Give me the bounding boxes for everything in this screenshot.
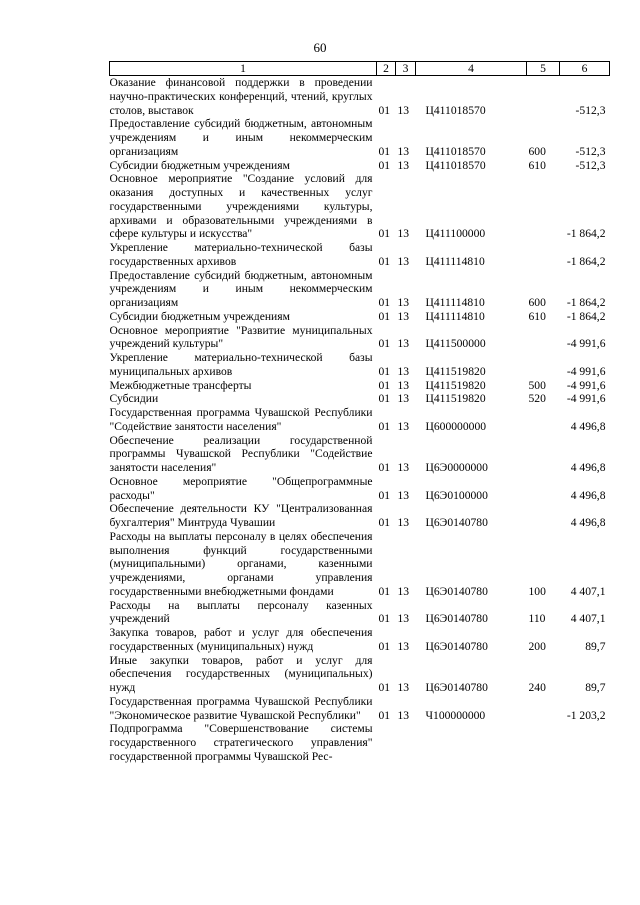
budget-table: [109, 61, 610, 764]
row-section: 01: [378, 227, 391, 241]
row-section: 01: [378, 337, 391, 351]
row-subsection: 13: [397, 584, 410, 598]
header-col-3: 3: [396, 62, 416, 76]
row-subsection: 13: [397, 419, 410, 433]
row-section: 01: [378, 364, 391, 378]
row-section: 01: [378, 144, 391, 158]
header-col-4: 4: [416, 62, 527, 76]
row-section: 01: [378, 516, 391, 529]
row-target-article: Ц411519820: [425, 364, 486, 378]
row-amount: 4 496,8: [570, 516, 606, 529]
row-name: Расходы на выплаты персоналу в целях обеспечения выполнения функций государственными (муниципальными) органами, казенными учреждениями, органами управления государственными внебюджетными фондами: [109, 529, 373, 598]
row-subsection: 13: [397, 254, 410, 268]
row-expense-type: 100: [528, 584, 546, 598]
row-expense-type: [527, 172, 560, 241]
row-expense-type: 610: [528, 309, 546, 323]
row-amount: -512,3: [575, 158, 606, 172]
row-amount: -1 864,2: [566, 254, 606, 268]
row-section: 01: [378, 488, 391, 502]
row-subsection: 13: [397, 227, 410, 241]
header-col-5: 5: [527, 62, 560, 76]
table-row: [110, 324, 610, 352]
table-row: [110, 722, 610, 763]
row-amount: -4 991,6: [566, 337, 606, 351]
row-amount: -1 864,2: [566, 296, 606, 309]
table-row: [110, 654, 610, 695]
row-section: 01: [378, 708, 391, 722]
row-section: 01: [378, 584, 391, 598]
row-section: 01: [378, 158, 391, 172]
row-expense-type: [527, 241, 560, 269]
row-expense-type: 600: [528, 296, 546, 309]
row-amount: -4 991,6: [566, 392, 606, 406]
table-row: [110, 76, 610, 118]
row-amount: -4 991,6: [566, 364, 606, 378]
row-target-article: Ц411018570: [425, 144, 486, 158]
row-amount: 4 407,1: [570, 584, 606, 598]
row-amount: [560, 722, 610, 763]
row-subsection: 13: [397, 681, 410, 694]
header-col-2: 2: [377, 62, 396, 76]
row-subsection: 13: [397, 144, 410, 158]
row-subsection: 13: [397, 364, 410, 378]
row-target-article: Ц411114810: [425, 296, 485, 309]
row-subsection: [396, 722, 416, 763]
row-amount: -1 203,2: [566, 708, 606, 722]
row-expense-type: [527, 722, 560, 763]
table-body: [110, 76, 610, 764]
header-col-1: 1: [110, 62, 377, 76]
header-row: [110, 62, 610, 76]
row-section: 01: [378, 378, 391, 392]
row-name: Иные закупки товаров, работ и услуг для обеспечения государственных (муниципальных) нужд: [109, 653, 373, 694]
table-row: [110, 434, 610, 475]
row-target-article: [416, 722, 527, 763]
row-section: 01: [378, 419, 391, 433]
row-name: Основное мероприятие "Создание условий для оказания доступных и качественных услуг государственными учреждениями культуры, архивами и образовательными учреждениями в сфере культуры и искусства": [109, 172, 373, 241]
table-row: [110, 379, 610, 393]
row-subsection: 13: [397, 392, 410, 406]
row-subsection: 13: [397, 337, 410, 351]
row-section: [377, 722, 396, 763]
table-row: [110, 530, 610, 599]
row-section: 01: [378, 612, 391, 626]
row-subsection: 13: [397, 461, 410, 474]
row-target-article: Ц6Э0140780: [425, 639, 488, 653]
row-section: 01: [378, 296, 391, 309]
row-target-article: Ц411018570: [425, 158, 486, 172]
row-name: Подпрограмма "Совершенствование системы государственного стратегического управления" государственной программы Чувашской Рес-: [109, 722, 373, 763]
row-amount: 4 496,8: [570, 488, 606, 502]
row-amount: 4 496,8: [570, 461, 606, 474]
row-subsection: 13: [397, 158, 410, 172]
row-section: 01: [378, 639, 391, 653]
row-subsection: 13: [397, 296, 410, 309]
row-amount: 4 407,1: [570, 612, 606, 626]
row-expense-type: 600: [528, 144, 546, 158]
header-col-6: 6: [560, 62, 610, 76]
row-expense-type: 500: [528, 378, 546, 392]
row-target-article: Ч100000000: [425, 708, 486, 722]
row-subsection: 13: [397, 309, 410, 323]
row-amount: 89,7: [585, 639, 606, 653]
row-target-article: Ц411100000: [425, 227, 486, 241]
row-target-article: Ц411114810: [425, 254, 485, 268]
row-name: Расходы на выплаты персоналу казенных учреждений: [109, 598, 373, 626]
row-expense-type: [527, 76, 560, 118]
row-expense-type: [527, 434, 560, 475]
row-name: Обеспечение деятельности КУ "Централизованная бухгалтерия" Минтруда Чувашии: [109, 502, 373, 529]
row-subsection: 13: [397, 378, 410, 392]
row-expense-type: [527, 324, 560, 352]
row-amount: -1 864,2: [566, 227, 606, 241]
table-row: [110, 241, 610, 269]
row-subsection: 13: [397, 639, 410, 653]
row-name: Субсидии бюджетным учреждениям: [109, 158, 290, 172]
row-name: Государственная программа Чувашской Республики "Экономическое развитие Чувашской Республики": [109, 694, 373, 722]
table-header: [110, 62, 610, 76]
row-expense-type: [527, 351, 560, 379]
table-row: [110, 172, 610, 241]
row-target-article: Ц6Э0100000: [425, 488, 488, 502]
row-section: 01: [378, 461, 391, 474]
table-row: [110, 392, 610, 406]
row-target-article: Ц411500000: [425, 337, 486, 351]
row-expense-type: 520: [528, 392, 546, 406]
row-target-article: Ц6Э0000000: [425, 461, 488, 474]
table-row: [110, 310, 610, 324]
row-subsection: 13: [397, 516, 410, 529]
row-target-article: Ц411018570: [425, 103, 486, 117]
row-expense-type: 110: [528, 612, 546, 626]
table-row: [110, 117, 610, 158]
row-expense-type: 240: [528, 681, 546, 694]
row-section: 01: [378, 309, 391, 323]
row-name: Предоставление субсидий бюджетным, автономным учреждениям и иным некоммерческим организациям: [109, 117, 373, 158]
row-section: 01: [378, 681, 391, 694]
row-amount: -4 991,6: [566, 378, 606, 392]
row-target-article: Ц6Э0140780: [425, 612, 488, 626]
row-expense-type: [527, 502, 560, 530]
row-name: Основное мероприятие "Общепрограммные расходы": [109, 474, 373, 502]
row-target-article: Ц411519820: [425, 378, 486, 392]
row-expense-type: [527, 475, 560, 503]
row-expense-type: 200: [528, 639, 546, 653]
row-subsection: 13: [397, 488, 410, 502]
row-name: Государственная программа Чувашской Республики "Содействие занятости населения": [109, 406, 373, 433]
row-subsection: 13: [397, 708, 410, 722]
row-name: Предоставление субсидий бюджетным, автономным учреждениям и иным некоммерческим организациям: [109, 268, 373, 309]
table-row: [110, 475, 610, 503]
row-name: Основное мероприятие "Развитие муниципальных учреждений культуры": [109, 323, 373, 351]
row-name: Оказание финансовой поддержки в проведении научно-практических конференций, чтений, круглых столов, выставок: [109, 76, 373, 117]
budget-table-container: [109, 61, 609, 764]
row-amount: 4 496,8: [570, 419, 606, 433]
row-expense-type: [527, 406, 560, 434]
page-number: 60: [313, 40, 327, 55]
row-name: Укрепление материально-технической базы государственных архивов: [109, 241, 373, 268]
row-amount: -512,3: [575, 144, 606, 158]
table-row: [110, 599, 610, 627]
table-row: [110, 351, 610, 379]
row-target-article: Ц600000000: [425, 419, 487, 433]
table-row: [110, 269, 610, 310]
row-name: Межбюджетные трансферты: [109, 378, 252, 392]
row-amount: -1 864,2: [566, 309, 606, 323]
row-target-article: Ц6Э0140780: [425, 681, 488, 694]
row-subsection: 13: [397, 103, 410, 117]
row-name: Субсидии бюджетным учреждениям: [109, 309, 290, 323]
row-expense-type: [527, 695, 560, 723]
row-target-article: Ц6Э0140780: [425, 516, 488, 529]
table-row: [110, 626, 610, 654]
table-row: [110, 159, 610, 173]
row-amount: -512,3: [575, 103, 606, 117]
row-section: 01: [378, 392, 391, 406]
row-section: 01: [378, 254, 391, 268]
row-target-article: Ц411519820: [425, 392, 486, 406]
row-amount: 89,7: [585, 681, 606, 694]
row-section: 01: [378, 103, 391, 117]
row-name: Субсидии: [109, 392, 159, 406]
row-name: Укрепление материально-технической базы муниципальных архивов: [109, 351, 373, 378]
row-name: Закупка товаров, работ и услуг для обеспечения государственных (муниципальных) нужд: [109, 626, 373, 653]
row-name: Обеспечение реализации государственной программы Чувашской Республики "Содействие занятости населения": [109, 433, 373, 474]
row-target-article: Ц411114810: [425, 309, 485, 323]
table-row: [110, 502, 610, 530]
row-target-article: Ц6Э0140780: [425, 584, 488, 598]
row-subsection: 13: [397, 612, 410, 626]
table-row: [110, 406, 610, 434]
row-expense-type: 610: [528, 158, 546, 172]
table-row: [110, 695, 610, 723]
